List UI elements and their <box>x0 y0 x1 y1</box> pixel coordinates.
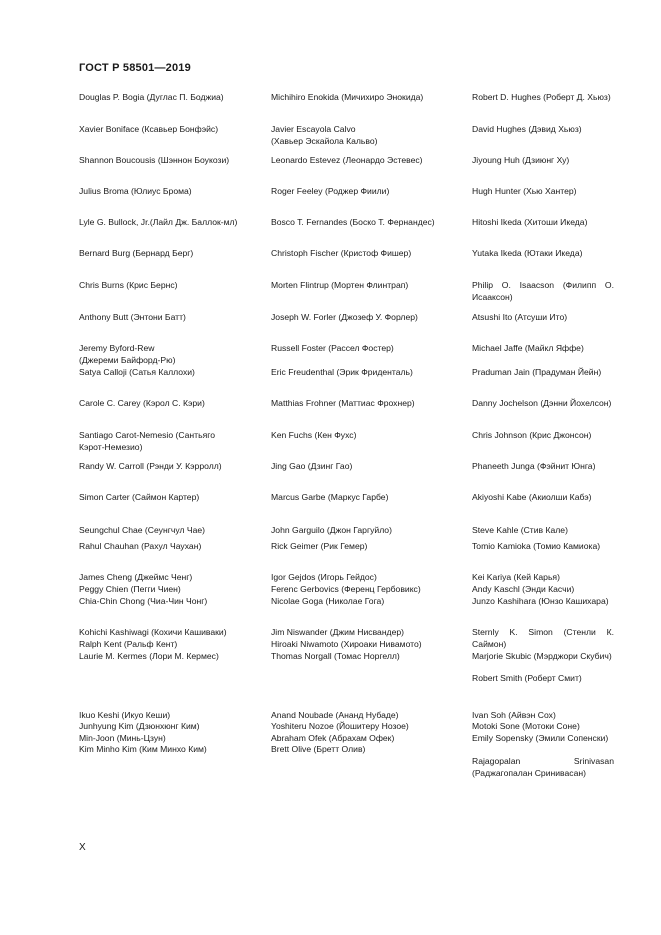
name-entry-line: Seungchul Chae (Сеунгчул Чае) <box>79 525 205 535</box>
name-entry <box>271 733 394 745</box>
name-entry-line: Steve Kahle (Стив Кале) <box>472 525 568 535</box>
name-entry <box>79 584 181 596</box>
name-entry-line: Brett Olive (Бретт Олив) <box>271 744 366 754</box>
name-entry-line: Atsushi Ito (Атсуши Ито) <box>472 312 568 322</box>
name-entry <box>472 217 614 229</box>
name-entry <box>472 541 614 553</box>
name-entry-line: Jing Gao (Дзинг Гао) <box>271 461 353 471</box>
name-entry-line: Lyle G. Bullock, Jr.(Лайл Дж. Баллок-мл) <box>79 217 238 227</box>
name-entry-line: Кэрот-Немезио) <box>79 441 143 452</box>
name-entry <box>79 124 218 136</box>
name-entry-line: Hiroaki Niwamoto (Хироаки Нивамото) <box>271 639 422 649</box>
name-entry-line: Kei Kariya (Кей Карья) <box>472 572 560 582</box>
name-entry <box>271 92 423 104</box>
name-entry-line: Randy W. Carroll (Рэнди У. Кэрролл) <box>79 461 222 471</box>
name-entry-line: Junhyung Kim (Дзюнхюнг Ким) <box>79 721 200 731</box>
name-entry <box>79 186 192 198</box>
name-entry-line: John Garguilo (Джон Гаргуйло) <box>271 525 392 535</box>
name-entry <box>79 92 224 104</box>
name-entry <box>271 186 389 198</box>
name-entry <box>271 248 411 260</box>
name-entry <box>472 710 614 722</box>
name-entry-line: Michael Jaffe (Майкл Яффе) <box>472 343 584 353</box>
name-entry-line: Matthias Frohner (Маттиас Фрохнер) <box>271 398 415 408</box>
name-entry-line: Yoshiteru Nozoe (Йошитеру Нозое) <box>271 721 409 731</box>
name-entry-line: Simon Carter (Саймон Картер) <box>79 492 200 502</box>
name-entry-line: Thomas Norgall (Томас Норгелл) <box>271 651 400 661</box>
name-entry <box>472 430 614 442</box>
name-entry <box>79 248 193 260</box>
name-entry-line: Hugh Hunter (Хью Хантер) <box>472 186 577 196</box>
name-entry <box>472 280 614 303</box>
name-entry <box>271 525 392 537</box>
name-entry <box>79 710 170 722</box>
name-entry <box>472 367 614 379</box>
name-entry <box>472 155 614 167</box>
name-entry-line: Eric Freudenthal (Эрик Фриденталь) <box>271 367 413 377</box>
name-entry <box>79 596 207 608</box>
name-entry-line: Jiyoung Huh (Дзиюнг Ху) <box>472 155 570 165</box>
name-entry-line: James Cheng (Джеймс Ченг) <box>79 572 193 582</box>
name-entry <box>271 461 352 473</box>
name-entry <box>472 756 614 779</box>
name-entry-line: Anthony Butt (Энтони Батт) <box>79 312 186 322</box>
name-entry <box>271 430 356 442</box>
name-entry-line: Sternly K. Simon (Стенли К. Саймон) <box>472 627 614 649</box>
name-entry <box>79 572 192 584</box>
name-entry-line: Laurie M. Kermes (Лори М. Кермес) <box>79 651 219 661</box>
name-entry-line: Igor Gejdos (Игорь Гейдос) <box>271 572 377 582</box>
name-entry-line: Xavier Boniface (Ксавьер Бонфэйс) <box>79 124 219 134</box>
name-entry <box>472 572 614 584</box>
name-entry <box>79 541 201 553</box>
name-entry-line: Chia-Chin Chong (Чиа-Чин Чонг) <box>79 596 208 606</box>
name-entry-line: Yutaka Ikeda (Ютаки Икеда) <box>472 248 583 258</box>
name-entry <box>271 627 404 639</box>
name-entry-line: Michihiro Enokida (Мичихиро Энокида) <box>271 92 424 102</box>
name-entry <box>472 398 614 410</box>
name-entry-line: Ralph Kent (Ральф Кент) <box>79 639 178 649</box>
name-entry <box>271 710 399 722</box>
name-entry <box>271 721 409 733</box>
name-entry <box>79 639 177 651</box>
name-entry <box>79 367 195 379</box>
name-entry-line: Bernard Burg (Бернард Берг) <box>79 248 194 258</box>
name-entry <box>472 651 614 663</box>
name-entry-line: Jim Niswander (Джим Нисвандер) <box>271 627 404 637</box>
name-entry-line: Phaneeth Junga (Фэйнит Юнга) <box>472 461 596 471</box>
name-entry-line: Douglas P. Bogia (Дуглас П. Боджиа) <box>79 92 224 102</box>
name-entry-line: Satya Calloji (Сатья Каллохи) <box>79 367 195 377</box>
name-entry <box>472 248 614 260</box>
name-entry-line: Javier Escayola Calvo <box>271 124 356 134</box>
name-entry <box>271 124 378 147</box>
name-entry <box>472 124 614 136</box>
name-entry-line: Kim Minho Kim (Ким Минхо Ким) <box>79 744 207 754</box>
name-entry <box>472 673 614 685</box>
name-entry-line: Robert Smith (Роберт Смит) <box>472 673 582 683</box>
name-entry <box>472 92 614 104</box>
name-entry <box>271 639 422 651</box>
name-entry-line: Rajagopalan Srinivasan (Раджагопалан Сринивасан) <box>472 756 614 778</box>
name-entry <box>79 627 227 639</box>
page-number: X <box>79 842 86 853</box>
name-entry <box>79 155 229 167</box>
name-entry <box>271 398 415 410</box>
name-entry-line: Roger Feeley (Роджер Фиили) <box>271 186 390 196</box>
name-entry-line: Kohichi Kashiwagi (Кохичи Кашиваки) <box>79 627 227 637</box>
name-entry <box>472 721 614 733</box>
name-entry-line: Chris Burns (Крис Бернс) <box>79 280 178 290</box>
document-header: ГОСТ Р 58501—2019 <box>79 62 191 74</box>
name-entry <box>271 572 377 584</box>
name-entry-line: Julius Broma (Юлиус Брома) <box>79 186 192 196</box>
name-entry-line: Bosco T. Fernandes (Боско Т. Фернандес) <box>271 217 435 227</box>
name-entry <box>271 492 388 504</box>
name-entry <box>79 492 199 504</box>
name-entry <box>79 525 205 537</box>
name-entry-line: Tomio Kamioka (Томио Камиока) <box>472 541 601 551</box>
name-entry <box>472 584 614 596</box>
name-entry-line: Nicolae Goga (Николае Гога) <box>271 596 385 606</box>
name-entry <box>472 733 614 745</box>
name-entry <box>271 651 400 663</box>
name-entry <box>79 733 166 745</box>
name-entry-line: David Hughes (Дэвид Хьюз) <box>472 124 582 134</box>
name-entry-line: Russell Foster (Рассел Фостер) <box>271 343 394 353</box>
name-entry <box>79 398 205 410</box>
name-entry <box>271 584 421 596</box>
name-entry <box>472 461 614 473</box>
name-entry <box>472 186 614 198</box>
name-entry <box>271 744 365 756</box>
name-entry <box>472 343 614 355</box>
name-entry-line: Junzo Kashihara (Юнзо Кашихара) <box>472 596 609 606</box>
name-entry-line: Chris Johnson (Крис Джонсон) <box>472 430 592 440</box>
name-entry <box>271 367 413 379</box>
name-entry-line: Jeremy Byford-Rew <box>79 343 155 353</box>
name-entry <box>271 541 367 553</box>
name-entry <box>79 651 219 663</box>
name-entry <box>472 627 614 650</box>
name-entry <box>79 721 200 733</box>
name-entry <box>79 461 222 473</box>
name-entry-line: Shannon Boucousis (Шэннон Боукози) <box>79 155 230 165</box>
name-entry-line: Andy Kaschl (Энди Касчи) <box>472 584 575 594</box>
name-entry-line: Ikuo Keshi (Икуо Кеши) <box>79 710 171 720</box>
name-entry-line: Anand Noubade (Ананд Нубаде) <box>271 710 399 720</box>
name-entry <box>79 343 175 366</box>
name-entry-line: Ivan Soh (Айвэн Сох) <box>472 710 556 720</box>
name-entry-line: Joseph W. Forler (Джозеф У. Форлер) <box>271 312 418 322</box>
name-entry-line: Emily Sopensky (Эмили Сопенски) <box>472 733 609 743</box>
name-entry <box>271 155 423 167</box>
name-entry-line: Carole C. Carey (Кэрол С. Кэри) <box>79 398 205 408</box>
name-entry-line: Ferenc Gerbovics (Ференц Гербовикс) <box>271 584 421 594</box>
name-entry-line: (Хавьер Эскайола Кальво) <box>271 135 378 146</box>
name-entry-line: Hitoshi Ikeda (Хитоши Икеда) <box>472 217 588 227</box>
name-entry-line: Abraham Ofek (Абрахам Офек) <box>271 733 395 743</box>
name-entry-line: Peggy Chien (Пегги Чиен) <box>79 584 181 594</box>
name-entry-line: Danny Jochelson (Дэнни Йохелсон) <box>472 398 612 408</box>
name-entry <box>472 596 614 608</box>
name-entry-line: Ken Fuchs (Кен Фухс) <box>271 430 357 440</box>
name-entry <box>472 525 614 537</box>
name-entry <box>271 596 384 608</box>
name-entry-line: Philip O. Isaacson (Филипп О. Исааксон) <box>472 280 614 302</box>
name-entry <box>79 430 215 453</box>
name-entry-line: Robert D. Hughes (Роберт Д. Хьюз) <box>472 92 611 102</box>
name-entry-line: (Джереми Байфорд-Рю) <box>79 354 176 365</box>
name-entry <box>79 280 178 292</box>
name-entry-line: Motoki Sone (Мотоки Соне) <box>472 721 580 731</box>
name-entry-line: Christoph Fischer (Кристоф Фишер) <box>271 248 412 258</box>
name-entry <box>472 312 614 324</box>
name-entry <box>271 217 435 229</box>
name-entry <box>79 217 237 229</box>
name-entry-line: Rahul Chauhan (Рахул Чаухан) <box>79 541 202 551</box>
name-entry-line: Santiago Carot-Nemesio (Сантьяго <box>79 430 215 440</box>
name-entry-line: Akiyoshi Kabe (Акиолши Кабэ) <box>472 492 592 502</box>
name-entry <box>271 343 394 355</box>
name-entry-line: Morten Flintrup (Мортен Флинтрап) <box>271 280 409 290</box>
name-entry <box>271 280 408 292</box>
name-entry-line: Rick Geimer (Рик Гемер) <box>271 541 368 551</box>
name-entry <box>271 312 418 324</box>
name-entry-line: Leonardo Estevez (Леонардо Эстевес) <box>271 155 423 165</box>
name-entry <box>79 312 186 324</box>
name-entry <box>79 744 207 756</box>
name-entry-line: Praduman Jain (Прадуман Йейн) <box>472 367 602 377</box>
name-entry-line: Marjorie Skubic (Мэрджори Скубич) <box>472 651 612 661</box>
name-entry <box>472 492 614 504</box>
name-entry-line: Marcus Garbe (Маркус Гарбе) <box>271 492 389 502</box>
name-entry-line: Min-Joon (Минь-Цзун) <box>79 733 166 743</box>
